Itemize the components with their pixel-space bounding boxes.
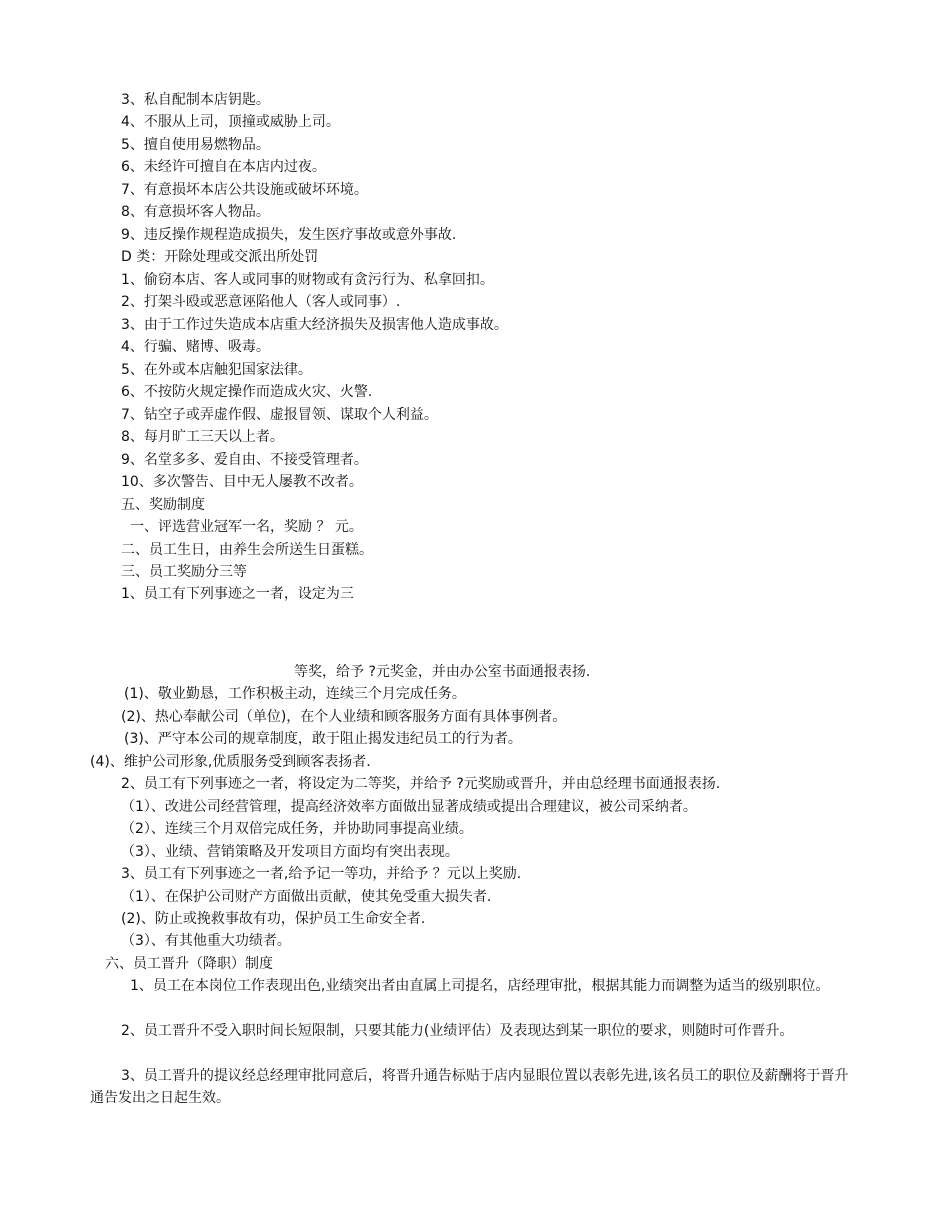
promotion-item-2: 2、员工晋升不受入职时间长短限制，只要其能力(业绩评估）及表现达到某一职位的要求，则随时可作晋升。 xyxy=(121,1023,794,1039)
reward-item-three-classes: 三、员工奖励分三等 xyxy=(121,564,247,580)
d-item-10: 10、多次警告、目中无人屡教不改者。 xyxy=(121,474,363,490)
second-class-item-1: （1）、改进公司经营管理，提高经济效率方面做出显著成绩或提出合理建议，被公司采纳者。 xyxy=(121,799,697,815)
c-item-3: 3、私自配制本店钥匙。 xyxy=(121,92,270,108)
c-item-6: 6、未经许可擅自在本店内过夜。 xyxy=(121,159,326,175)
d-item-5: 5、在外或本店触犯国家法律。 xyxy=(121,362,312,378)
d-item-4: 4、行骗、赌博、吸毒。 xyxy=(121,339,270,355)
promotion-item-1: 1、员工在本岗位工作表现出色,业绩突出者由直属上司提名，店经理审批，根据其能力而调整为适当的级别职位。 xyxy=(130,978,830,994)
third-class-item-1: (1)、敬业勤恳，工作积极主动，连续三个月完成任务。 xyxy=(124,686,466,702)
d-item-3: 3、由于工作过失造成本店重大经济损失及损害他人造成事故。 xyxy=(121,317,508,333)
c-item-9: 9、违反操作规程造成损失，发生医疗事故或意外事故. xyxy=(121,227,457,243)
second-class-item-3: （3）、业绩、营销策略及开发项目方面均有突出表现。 xyxy=(121,844,459,860)
reward-item-champion: 一、评选营业冠军一名，奖励 ？ 元。 xyxy=(130,519,363,535)
c-item-7: 7、有意损坏本店公共设施或破坏环境。 xyxy=(121,182,368,198)
reward-item-birthday: 二、员工生日，由养生会所送生日蛋糕。 xyxy=(121,542,373,558)
third-class-item-3: (3)、严守本公司的规章制度，敢于阻止揭发违纪员工的行为者。 xyxy=(124,731,522,747)
third-class-tail: 等奖，给予 ?元奖金，并由办公室书面通报表扬. xyxy=(294,664,591,680)
c-item-5: 5、擅自使用易燃物品。 xyxy=(121,137,270,153)
d-class-heading: D 类：开除处理或交派出所处罚 xyxy=(121,249,319,265)
c-item-8: 8、有意损坏客人物品。 xyxy=(121,204,270,220)
d-item-1: 1、偷窃本店、客人或同事的财物或有贪污行为、私拿回扣。 xyxy=(121,272,494,288)
first-class-item-1: （1）、在保护公司财产方面做出贡献，使其免受重大损失者. xyxy=(121,889,492,905)
d-item-9: 9、名堂多多、爱自由、不接受管理者。 xyxy=(121,452,368,468)
second-class-item-2: （2）、连续三个月双倍完成任务，并协助同事提高业绩。 xyxy=(121,821,473,837)
promotion-item-3: 3、员工晋升的提议经总经理审批同意后，将晋升通告标贴于店内显眼位置以表彰先进,该名员工的职位及薪酬将于晋升通告发出之日起生效。 xyxy=(90,1068,849,1106)
first-class-item-3: （3）、有其他重大功绩者。 xyxy=(121,933,291,949)
third-class-item-2: (2)、热心奉献公司（单位)，在个人业绩和顾客服务方面有具体事例者。 xyxy=(121,709,567,725)
third-class-item-4: (4)、维护公司形象,优质服务受到顾客表扬者. xyxy=(90,754,371,770)
d-item-7: 7、钻空子或弄虚作假、虚报冒领、谋取个人利益。 xyxy=(121,407,438,423)
reward-item-third-class-start: 1、员工有下列事迹之一者，设定为三 xyxy=(121,586,354,602)
promotion-heading: 六、员工晋升（降职）制度 xyxy=(105,956,273,972)
c-item-4: 4、不服从上司，顶撞或威胁上司。 xyxy=(121,114,340,130)
second-class-intro: 2、员工有下列事迹之一者，将设定为二等奖，并给予 ?元奖励或晋升，并由总经理书面通报表扬. xyxy=(121,776,721,792)
first-class-intro: 3、员工有下列事迹之一者,给予记一等功，并给予 ？元以上奖励. xyxy=(121,866,522,882)
d-item-2: 2、打架斗殴或恶意诬陷他人（客人或同事）. xyxy=(121,294,401,310)
d-item-8: 8、每月旷工三天以上者。 xyxy=(121,429,284,445)
reward-heading: 五、奖励制度 xyxy=(121,497,205,513)
d-item-6: 6、不按防火规定操作而造成火灾、火警. xyxy=(121,384,373,400)
first-class-item-2: (2)、防止或挽救事故有功，保护员工生命安全者. xyxy=(121,911,426,927)
